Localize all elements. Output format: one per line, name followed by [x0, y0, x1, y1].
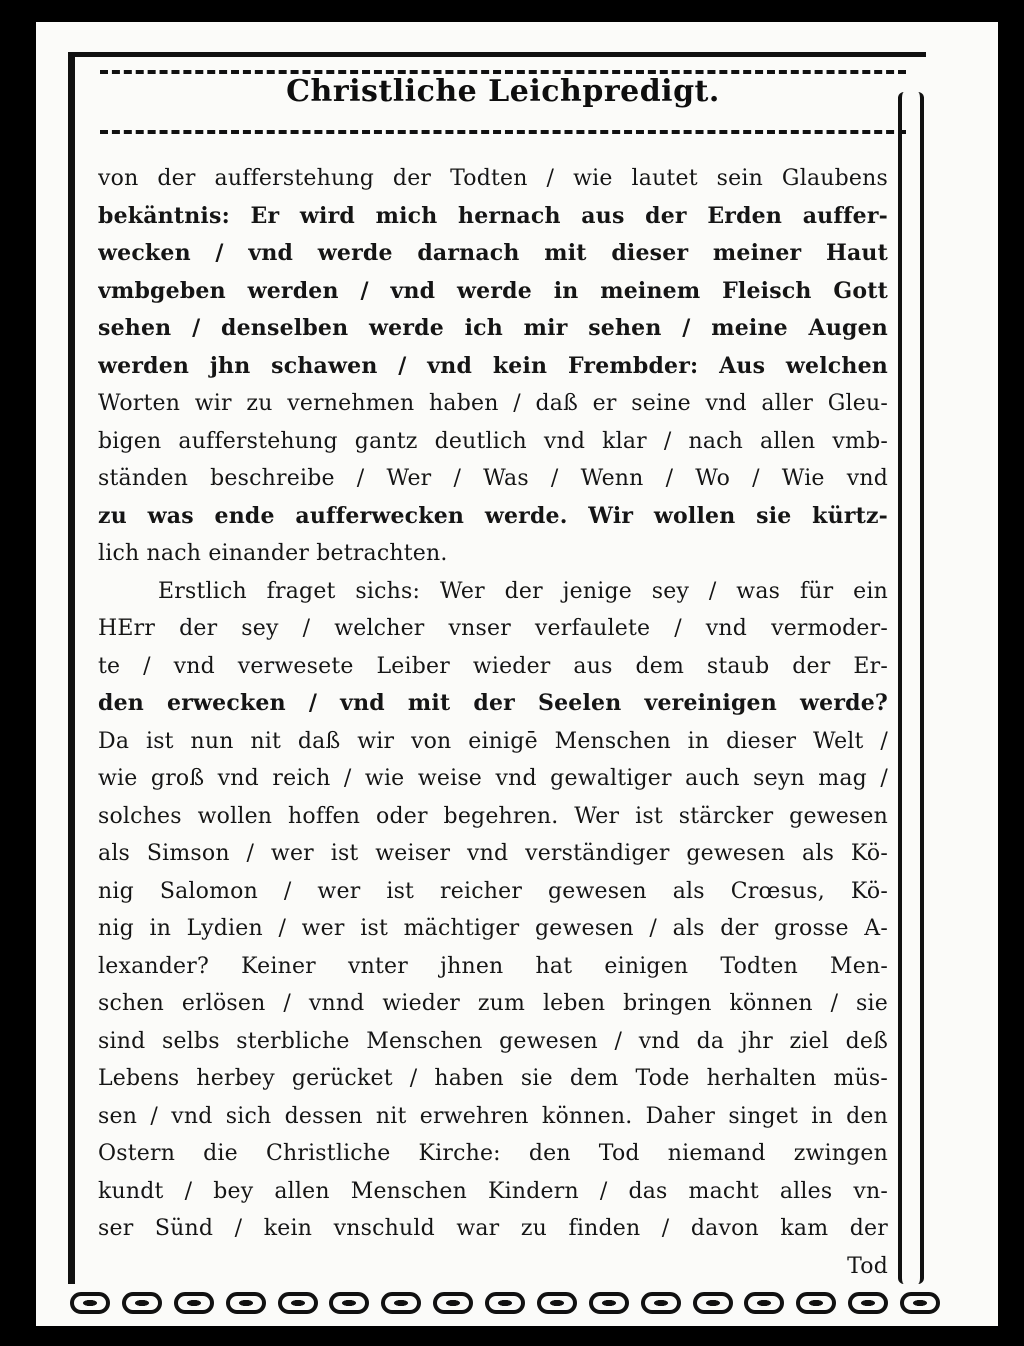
text-line: als Simson / wer ist weiser vnd verständiger gewesen als Kö- — [98, 841, 888, 866]
text-line: Ostern die Christliche Kirche: den Tod niemand zwingen — [98, 1141, 888, 1166]
ornamental-border — [70, 1286, 940, 1320]
ornament-link — [796, 1292, 836, 1314]
text-line: te / vnd verwesete Leiber wieder aus dem staub der Er- — [98, 653, 888, 679]
text-line: wie groß vnd reich / wie weise vnd gewaltiger auch seyn mag / — [98, 766, 888, 791]
ornament-link — [278, 1292, 318, 1314]
ornament-link — [174, 1292, 214, 1314]
text-line: Lebens herbey gerücket / haben sie dem Tode herhalten müs- — [98, 1066, 888, 1091]
ornament-link — [381, 1292, 421, 1314]
text-line: Erstlich fraget sichs: Wer der jenige sey / was für ein — [158, 578, 888, 604]
text-line: werden jhn schawen / vnd kein Frembder: Aus welchen — [98, 352, 888, 379]
text-line: vmbgeben werden / vnd werde in meinem Fleisch Gott — [98, 277, 888, 304]
ornament-link — [226, 1292, 266, 1314]
text-line: schen erlösen / vnnd wieder zum leben bringen können / sie — [98, 991, 888, 1016]
top-rule — [70, 52, 926, 57]
left-border — [68, 52, 75, 1284]
ornament-link — [641, 1292, 681, 1314]
text-line: nig Salomon / wer ist reicher gewesen als Crœsus, Kö- — [98, 878, 888, 904]
text-line: lexander? Keiner vnter jhnen hat einigen Todten Men- — [98, 953, 888, 979]
ornament-link — [693, 1292, 733, 1314]
body-text — [98, 160, 888, 1285]
text-line: wecken / vnd werde darnach mit dieser meiner Haut — [98, 240, 888, 266]
right-border — [898, 92, 924, 1284]
ornament-link — [485, 1292, 525, 1314]
text-line: kundt / bey allen Menschen Kindern / das macht alles vn- — [98, 1178, 888, 1204]
text-line: ständen beschreibe / Wer / Was / Wenn / Wo / Wie vnd — [98, 466, 888, 491]
ornament-link — [900, 1292, 940, 1314]
text-line: den erwecken / vnd mit der Seelen vereinigen werde? — [98, 690, 888, 716]
text-line: ser Sünd / kein vnschuld war zu finden / davon kam der — [98, 1216, 888, 1241]
running-head: Christliche Leichpredigt. — [286, 74, 720, 109]
text-line: zu was ende aufferwecken werde. Wir wollen sie kürtz- — [98, 502, 888, 529]
text-line: solches wollen hoffen oder begehren. Wer ist stärcker gewesen — [98, 803, 888, 829]
header-rule-bottom — [100, 130, 906, 134]
text-line: Worten wir zu vernehmen haben / daß er seine vnd aller Gleu- — [98, 391, 888, 416]
ornament-link — [537, 1292, 577, 1314]
text-line: bekäntnis: Er wird mich hernach aus der Erden auffer- — [98, 202, 888, 229]
text-line: sind selbs sterbliche Menschen gewesen / vnd da jhr ziel deß — [98, 1028, 888, 1054]
text-line: nig in Lydien / wer ist mächtiger gewesen / als der grosse A- — [98, 916, 888, 941]
ornament-link — [70, 1292, 110, 1314]
ornament-link — [329, 1292, 369, 1314]
ornament-link — [848, 1292, 888, 1314]
text-line: bigen aufferstehung gantz deutlich vnd klar / nach allen vmb- — [98, 428, 888, 454]
text-line: sehen / denselben werde ich mir sehen / meine Augen — [98, 315, 888, 341]
ornament-link — [433, 1292, 473, 1314]
ornament-link — [589, 1292, 629, 1314]
text-line: lich nach einander betrachten. — [98, 541, 448, 566]
text-line: Da ist nun nit daß wir von einigē Menschen in dieser Welt / — [98, 728, 888, 754]
text-line: sen / vnd sich dessen nit erwehren können. Daher singet in den — [98, 1103, 888, 1129]
catchword: Tod — [847, 1253, 888, 1279]
text-line: HErr der sey / welcher vnser verfaulete / vnd vermoder- — [98, 616, 888, 641]
text-line: von der aufferstehung der Todten / wie lautet sein Glaubens — [98, 166, 888, 191]
ornament-link — [744, 1292, 784, 1314]
ornament-link — [122, 1292, 162, 1314]
